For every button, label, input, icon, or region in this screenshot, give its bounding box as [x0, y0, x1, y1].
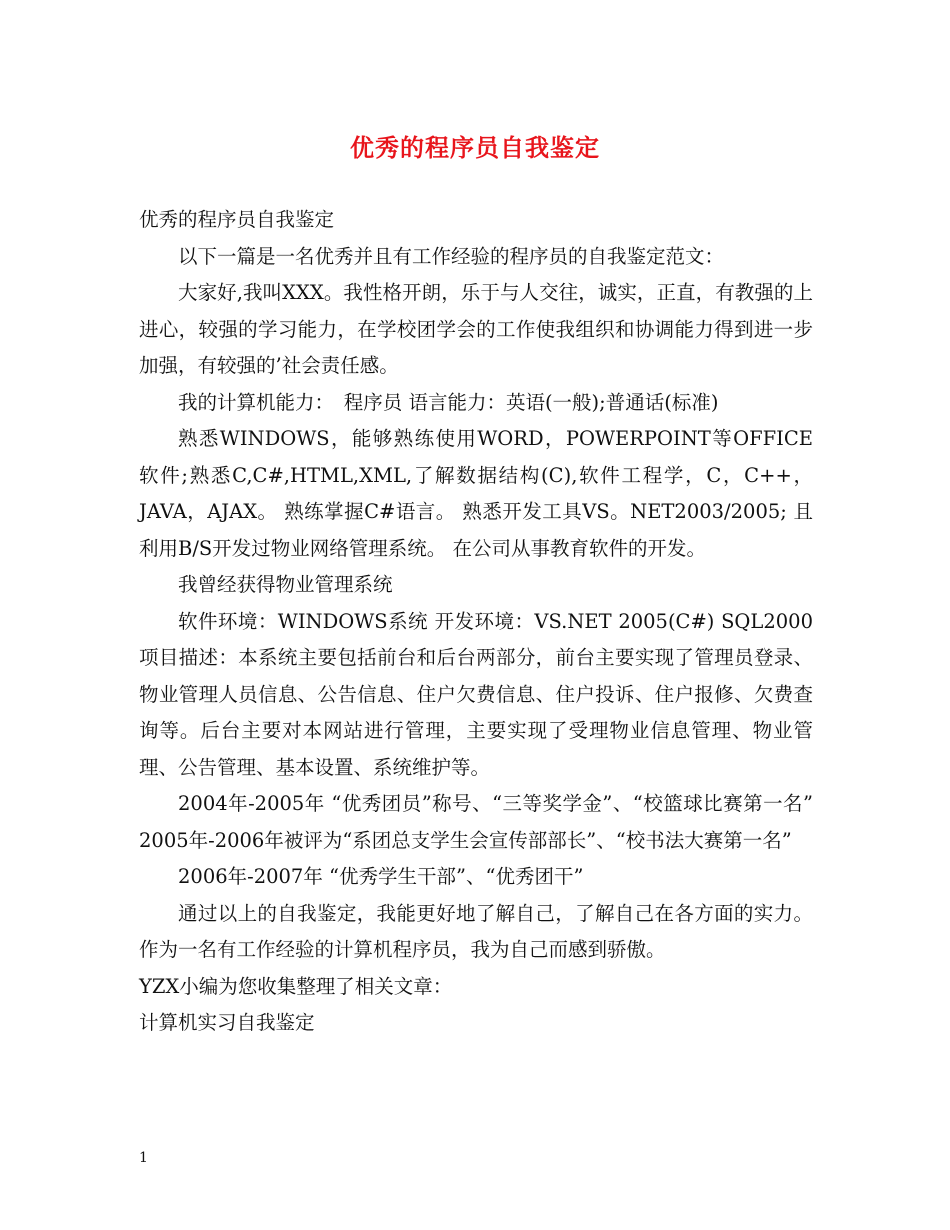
document-title: 优秀的程序员自我鉴定 — [350, 133, 600, 162]
related-article-link[interactable]: 计算机实习自我鉴定 — [139, 1011, 315, 1034]
subtitle-line: 优秀的程序员自我鉴定 — [139, 208, 335, 231]
self-intro-paragraph: 大家好,我叫XXX。我性格开朗，乐于与人交往，诚实，正直，有教强的上进心，较强的学习能力，在学校团学会的工作使我组织和协调能力得到进一步加强，有较强的’社会责任感。 — [139, 281, 813, 377]
document-body — [139, 202, 813, 1042]
project-description-paragraph: 软件环境：WINDOWS系统 开发环境：VS.NET 2005(C#) SQL2000 项目描述：本系统主要包括前台和后台两部分，前台主要实现了管理员登录、物业管理人员信息、公告信息、住户欠费信息、住户投诉、住户报修、欠费查询等。后台主要对本网站进行管理，主要实现了受理物业信息管理、物业管理、公告管理、基本设置、系统维护等。 — [139, 609, 813, 779]
conclusion-paragraph: 通过以上的自我鉴定，我能更好地了解自己，了解自己在各方面的实力。作为一名有工作经验的计算机程序员，我为自己而感到骄傲。 — [139, 901, 813, 961]
skills-paragraph: 熟悉WINDOWS，能够熟练使用WORD，POWERPOINT等OFFICE软件;熟悉C,C#,HTML,XML,了解数据结构(C),软件工程学，C，C++，JAVA，AJAX。 熟练掌握C#语言。 熟悉开发工具VS。NET2003/2005; 且利用B/S开发过物业网络管理系统。 在公司从事教育软件的开发。 — [139, 427, 813, 560]
awards-paragraph-1: 2004年-2005年 “优秀团员”称号、“三等奖学金”、“校篮球比赛第一名” 2005年-2006年被评为“系团总支学生会宣传部部长”、“校书法大赛第一名” — [139, 792, 813, 852]
abilities-paragraph: 我的计算机能力： 程序员 语言能力：英语(一般);普通话(标准) — [178, 390, 719, 414]
intro-paragraph: 以下一篇是一名优秀并且有工作经验的程序员的自我鉴定范文： — [178, 244, 725, 268]
awards-paragraph-2: 2006年-2007年 “优秀学生干部”、“优秀团干” — [178, 865, 584, 888]
related-articles-line: YZX小编为您收集整理了相关文章： — [139, 974, 453, 998]
project-heading-paragraph: 我曾经获得物业管理系统 — [178, 573, 393, 596]
page-number: 1 — [139, 1150, 148, 1166]
